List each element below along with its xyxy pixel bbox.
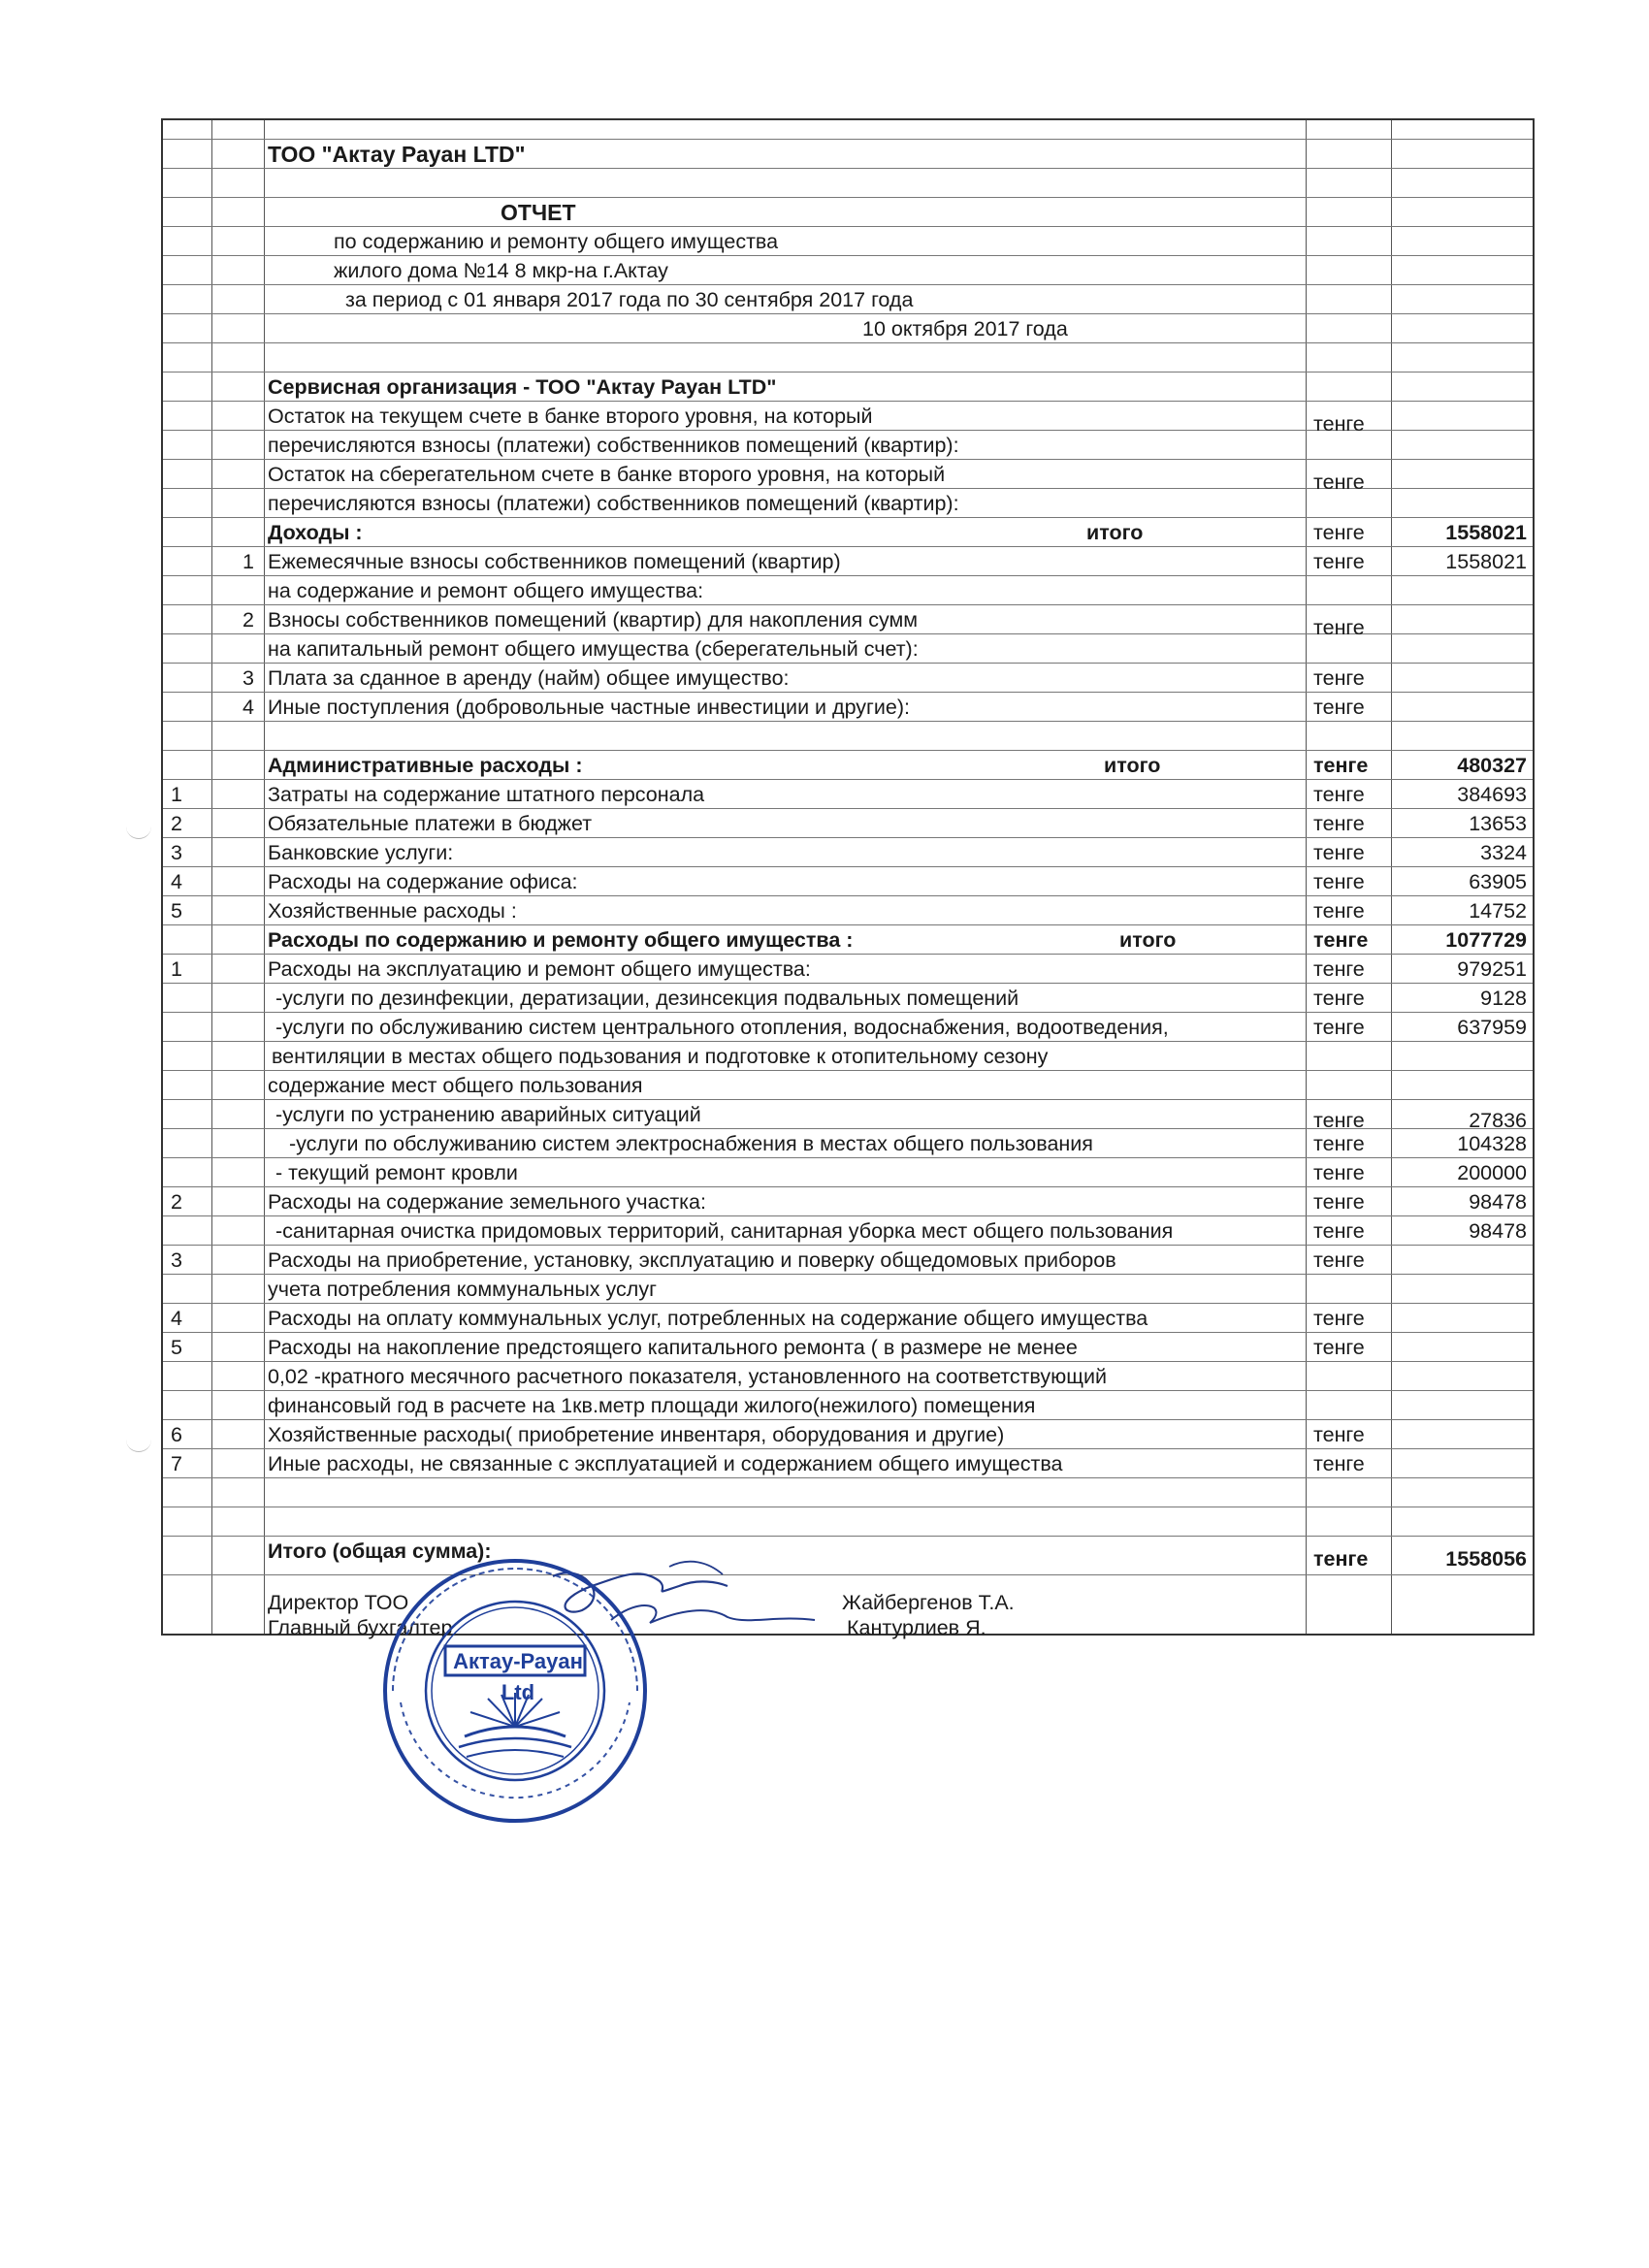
maintenance-subitem-value: 27836 [1469, 1109, 1527, 1132]
currency-label: тенге [1313, 616, 1365, 639]
admin-item-value: 3324 [1480, 841, 1527, 864]
income-item-number: 3 [242, 666, 254, 690]
currency-label: тенге [1313, 1336, 1365, 1359]
income-total: 1558021 [1445, 521, 1527, 544]
admin-item-value: 384693 [1457, 783, 1527, 806]
income-item-value: 1558021 [1445, 550, 1527, 573]
admin-item-number: 1 [171, 783, 182, 806]
maintenance-item-value: 979251 [1457, 957, 1527, 981]
currency-label: тенге [1313, 1307, 1365, 1330]
report-sheet [161, 118, 1535, 1639]
maintenance-item-text: Расходы на накопление предстоящего капитального ремонта ( в размере не менее [268, 1336, 1078, 1359]
currency-label: тенге [1313, 1423, 1365, 1446]
maintenance-subitem-value: 200000 [1457, 1161, 1527, 1184]
maintenance-subitem-text: -услуги по устранению аварийных ситуаций [275, 1103, 701, 1126]
maintenance-item-number: 1 [171, 957, 182, 981]
currency-label: тенге [1313, 521, 1365, 544]
currency-label: тенге [1313, 666, 1365, 690]
maintenance-item-number: 4 [171, 1307, 182, 1330]
balance-current-line1: Остаток на текущем счете в банке второго уровня, на который [268, 405, 873, 428]
maintenance-label: Расходы по содержанию и ремонту общего имущества : [268, 928, 854, 952]
currency-label: тенге [1313, 1219, 1365, 1243]
maintenance-item-text: Расходы на оплату коммунальных услуг, потребленных на содержание общего имущества [268, 1307, 1148, 1330]
currency-label: тенге [1313, 754, 1369, 777]
currency-label: тенге [1313, 470, 1365, 494]
service-organization: Сервисная организация - ТОО "Актау Раyан LTD" [268, 375, 777, 399]
maintenance-item-text: финансовый год в расчете на 1кв.метр площади жилого(нежилого) помещения [268, 1394, 1036, 1417]
currency-label: тенге [1313, 1016, 1365, 1039]
punch-hole-mark [126, 823, 151, 839]
currency-label: тенге [1313, 1547, 1369, 1571]
income-item-text: на капитальный ремонт общего имущества (сберегательный счет): [268, 637, 919, 661]
maintenance-item-text: 0,02 -кратного месячного расчетного показателя, установленного на соответствующий [268, 1365, 1107, 1388]
income-item-text: Иные поступления (добровольные частные инвестиции и другие): [268, 696, 910, 719]
maintenance-item-text: учета потребления коммунальных услуг [268, 1278, 657, 1301]
admin-item-number: 4 [171, 870, 182, 893]
income-item-number: 2 [242, 608, 254, 632]
maintenance-item-number: 7 [171, 1452, 182, 1475]
balance-current-line2: перечисляются взносы (платежи) собственников помещений (квартир): [268, 434, 959, 457]
admin-total: 480327 [1457, 754, 1527, 777]
income-label: Доходы : [268, 521, 363, 544]
admin-item-text: Затраты на содержание штатного персонала [268, 783, 705, 806]
maintenance-subitem-value: 104328 [1457, 1132, 1527, 1155]
report-subtitle-1: по содержанию и ремонту общего имущества [334, 230, 779, 253]
admin-label: Административные расходы : [268, 754, 583, 777]
currency-label: тенге [1313, 957, 1365, 981]
admin-item-number: 2 [171, 812, 182, 835]
balance-savings-line1: Остаток на сберегательном счете в банке второго уровня, на который [268, 463, 946, 486]
admin-item-text: Банковские услуги: [268, 841, 454, 864]
report-title: ОТЧЕТ [501, 200, 576, 225]
report-subtitle-2: жилого дома №14 8 мкр-на г.Актау [334, 259, 668, 282]
maintenance-subitem-value: 637959 [1457, 1016, 1527, 1039]
admin-item-text: Обязательные платежи в бюджет [268, 812, 593, 835]
maintenance-subitem-value: 98478 [1469, 1219, 1527, 1243]
currency-label: тенге [1313, 987, 1365, 1010]
stamp-label: Актау-Раyан Ltd [453, 1649, 583, 1704]
maintenance-item-text: Хозяйственные расходы( приобретение инвентаря, оборудования и другие) [268, 1423, 1005, 1446]
maintenance-subitem-text: -услуги по обслуживанию систем электроснабжения в местах общего пользования [289, 1132, 1093, 1155]
maintenance-subitem-text: содержание мест общего пользования [268, 1074, 643, 1097]
report-period: за период с 01 января 2017 года по 30 сентября 2017 года [345, 288, 914, 311]
maintenance-item-number: 2 [171, 1190, 182, 1214]
maintenance-subitem-text: вентиляции в местах общего подьзования и подготовке к отопительному сезону [272, 1045, 1049, 1068]
admin-total-label: итого [1104, 754, 1161, 777]
admin-item-text: Хозяйственные расходы : [268, 899, 517, 923]
grand-total-label: Итого (общая сумма): [268, 1539, 492, 1563]
currency-label: тенге [1313, 841, 1365, 864]
currency-label: тенге [1313, 696, 1365, 719]
currency-label: тенге [1313, 812, 1365, 835]
director-name: Жайбергенов Т.А. [842, 1591, 1015, 1614]
maintenance-subitem-value: 9128 [1480, 987, 1527, 1010]
maintenance-item-text: Расходы на содержание земельного участка: [268, 1190, 706, 1214]
accountant-name: Кантурлиев Я. [847, 1616, 986, 1639]
currency-label: тенге [1313, 870, 1365, 893]
income-total-label: итого [1086, 521, 1144, 544]
accountant-label: Главный бухгалтер [268, 1616, 453, 1639]
admin-item-value: 63905 [1469, 870, 1527, 893]
currency-label: тенге [1313, 928, 1369, 952]
currency-label: тенге [1313, 1248, 1365, 1272]
maintenance-subitem-text: -услуги по обслуживанию систем центрального отопления, водоснабжения, водоотведения, [275, 1016, 1169, 1039]
admin-item-number: 3 [171, 841, 182, 864]
maintenance-item-text: Расходы на приобретение, установку, эксплуатацию и поверку общедомовых приборов [268, 1248, 1116, 1272]
director-label: Директор ТОО [268, 1591, 409, 1614]
company-name: ТОО "Актау Раyан LTD" [268, 142, 526, 167]
maintenance-subitem-text: -санитарная очистка придомовых территорий, санитарная уборка мест общего пользования [275, 1219, 1174, 1243]
admin-item-value: 13653 [1469, 812, 1527, 835]
admin-item-text: Расходы на содержание офиса: [268, 870, 578, 893]
currency-label: тенге [1313, 412, 1365, 436]
maintenance-subitem-text: - текущий ремонт кровли [275, 1161, 518, 1184]
admin-item-value: 14752 [1469, 899, 1527, 923]
currency-label: тенге [1313, 1161, 1365, 1184]
income-item-number: 4 [242, 696, 254, 719]
punch-hole-mark [126, 1436, 151, 1452]
maintenance-item-number: 3 [171, 1248, 182, 1272]
currency-label: тенге [1313, 1452, 1365, 1475]
currency-label: тенге [1313, 550, 1365, 573]
income-item-text: Ежемесячные взносы собственников помещений (квартир) [268, 550, 841, 573]
maintenance-item-text: Иные расходы, не связанные с эксплуатацией и содержанием общего имущества [268, 1452, 1063, 1475]
maintenance-item-number: 5 [171, 1336, 182, 1359]
currency-label: тенге [1313, 899, 1365, 923]
maintenance-item-value: 98478 [1469, 1190, 1527, 1214]
maintenance-total: 1077729 [1445, 928, 1527, 952]
currency-label: тенге [1313, 1190, 1365, 1214]
balance-savings-line2: перечисляются взносы (платежи) собственников помещений (квартир): [268, 492, 959, 515]
currency-label: тенге [1313, 1109, 1365, 1132]
currency-label: тенге [1313, 783, 1365, 806]
grand-total-value: 1558056 [1445, 1547, 1527, 1571]
income-item-number: 1 [242, 550, 254, 573]
income-item-text: на содержание и ремонт общего имущества: [268, 579, 704, 602]
admin-item-number: 5 [171, 899, 182, 923]
income-item-text: Плата за сданное в аренду (найм) общее имущество: [268, 666, 790, 690]
report-date: 10 октября 2017 года [862, 317, 1068, 340]
maintenance-total-label: итого [1119, 928, 1177, 952]
maintenance-subitem-text: -услуги по дезинфекции, дератизации, дезинсекция подвальных помещений [275, 987, 1019, 1010]
currency-label: тенге [1313, 1132, 1365, 1155]
maintenance-item-text: Расходы на эксплуатацию и ремонт общего имущества: [268, 957, 811, 981]
income-item-text: Взносы собственников помещений (квартир) для накопления сумм [268, 608, 919, 632]
maintenance-item-number: 6 [171, 1423, 182, 1446]
